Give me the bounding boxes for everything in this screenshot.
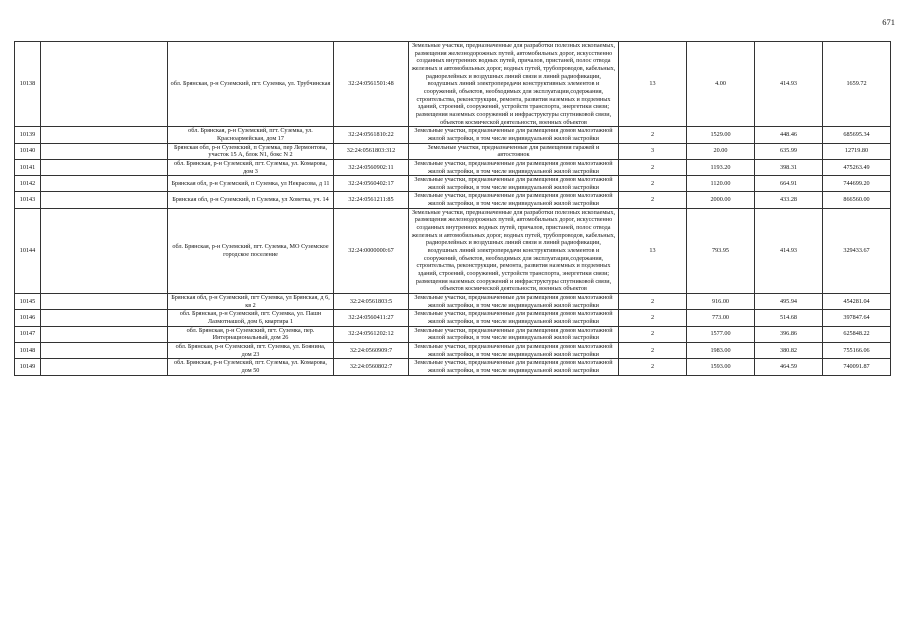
blank-cell xyxy=(41,192,168,208)
row-number: 10140 xyxy=(15,143,41,159)
address-cell: Брянская обл, р-н Суземский, п Суземка, пер Лермонтова, участок 15 А, блок N1, бокс N 2 xyxy=(168,143,334,159)
table-row xyxy=(15,208,891,293)
address-cell: обл. Брянская, р-н Суземский, пгт. Суземка, МО Суземское городское поселение xyxy=(168,208,334,293)
specific-value-cell: 396.86 xyxy=(755,326,823,342)
address-cell: обл. Брянская, р-н Суземский, пгт. Суземка, ул. Боянина, дом 23 xyxy=(168,342,334,358)
area-cell: 2000.00 xyxy=(687,192,755,208)
specific-value-cell: 398.31 xyxy=(755,159,823,175)
page-number: 671 xyxy=(882,17,895,27)
cadastral-value-cell: 744699.20 xyxy=(823,176,891,192)
use-group-cell: 2 xyxy=(619,310,687,326)
table-body xyxy=(15,42,891,376)
row-number: 10141 xyxy=(15,159,41,175)
blank-cell xyxy=(41,326,168,342)
land-use-cell: Земельные участки, предназначенные для размещения домов малоэтажной жилой застройки, в том числе индивидуальной жилой застройки xyxy=(409,342,619,358)
land-use-cell: Земельные участки, предназначенные для размещения домов малоэтажной жилой застройки, в том числе индивидуальной жилой застройки xyxy=(409,127,619,143)
blank-cell xyxy=(41,159,168,175)
area-cell: 773.00 xyxy=(687,310,755,326)
land-use-cell: Земельные участки, предназначенные для размещения домов малоэтажной жилой застройки, в том числе индивидуальной жилой застройки xyxy=(409,294,619,310)
cadastral-number-cell: 32:24:0561810:22 xyxy=(334,127,409,143)
use-group-cell: 2 xyxy=(619,159,687,175)
blank-cell xyxy=(41,127,168,143)
use-group-cell: 2 xyxy=(619,127,687,143)
row-number: 10148 xyxy=(15,342,41,358)
use-group-cell: 2 xyxy=(619,342,687,358)
address-cell: обл. Брянская, р-н Суземский, пгт. Суземка, ул. Комарова, дом 50 xyxy=(168,359,334,375)
table-row xyxy=(15,326,891,342)
blank-cell xyxy=(41,143,168,159)
specific-value-cell: 514.68 xyxy=(755,310,823,326)
use-group-cell: 2 xyxy=(619,326,687,342)
address-cell: Брянская обл, р-н Суземский, п Суземка, ул Ховетка, уч. 14 xyxy=(168,192,334,208)
use-group-cell: 2 xyxy=(619,192,687,208)
use-group-cell: 2 xyxy=(619,359,687,375)
cadastral-value-cell: 866560.00 xyxy=(823,192,891,208)
cadastral-number-cell: 32:24:0000000:67 xyxy=(334,208,409,293)
row-number: 10146 xyxy=(15,310,41,326)
cadastral-value-cell: 475263.49 xyxy=(823,159,891,175)
cadastral-number-cell: 32:24:0560411:27 xyxy=(334,310,409,326)
specific-value-cell: 635.99 xyxy=(755,143,823,159)
cadastral-number-cell: 32:24:0560902:11 xyxy=(334,159,409,175)
blank-cell xyxy=(41,176,168,192)
address-cell: обл. Брянская, р-н Суземский, пгт. Суземка, ул. Красноармейская, дом 17 xyxy=(168,127,334,143)
cadastral-value-cell: 625848.22 xyxy=(823,326,891,342)
cadastral-value-cell: 685695.34 xyxy=(823,127,891,143)
address-cell: обл. Брянская, р-н Суземский, пгт. Суземка, ул. Трубчинская xyxy=(168,42,334,127)
area-cell: 1593.00 xyxy=(687,359,755,375)
row-number: 10144 xyxy=(15,208,41,293)
use-group-cell: 2 xyxy=(619,176,687,192)
cadastral-number-cell: 32:24:0561501:48 xyxy=(334,42,409,127)
cadastral-value-cell: 740091.87 xyxy=(823,359,891,375)
area-cell: 1529.00 xyxy=(687,127,755,143)
table-row xyxy=(15,143,891,159)
cadastral-value-cell: 397847.64 xyxy=(823,310,891,326)
land-use-cell: Земельные участки, предназначенные для размещения домов малоэтажной жилой застройки, в том числе индивидуальной жилой застройки xyxy=(409,359,619,375)
blank-cell xyxy=(41,294,168,310)
cadastral-value-cell: 1659.72 xyxy=(823,42,891,127)
row-number: 10138 xyxy=(15,42,41,127)
specific-value-cell: 414.93 xyxy=(755,42,823,127)
row-number: 10145 xyxy=(15,294,41,310)
area-cell: 1577.00 xyxy=(687,326,755,342)
cadastral-number-cell: 32:24:0560802:7 xyxy=(334,359,409,375)
land-use-cell: Земельные участки, предназначенные для размещения домов малоэтажной жилой застройки, в том числе индивидуальной жилой застройки xyxy=(409,192,619,208)
table-row xyxy=(15,294,891,310)
specific-value-cell: 664.91 xyxy=(755,176,823,192)
specific-value-cell: 414.93 xyxy=(755,208,823,293)
cadastral-number-cell: 32:24:0560402:17 xyxy=(334,176,409,192)
row-number: 10142 xyxy=(15,176,41,192)
cadastral-number-cell: 32:24:0561211:85 xyxy=(334,192,409,208)
land-use-cell: Земельные участки, предназначенные для разработки полезных ископаемых, размещения железнодорожных путей, автомобильных дорог, искусственно созданных внутренних водных путей, причалов, пристаней, полос отвода железных и автомобильных дорог, водных путей, трубопроводов, кабельных, радиорелейных и воздушных линий связи и линий радиофикации, воздушных линий электропередачи конструктивных элементов и сооружений, объектов, необходимых для эксплуатации,содержания, строительства, реконструкции, ремонта, развития наземных и подземных зданий, строений, сооружений, устройств транспорта, энергетики связи; размещения наземных сооружений и инфраструктуры спутниковой связи, объектов космической деятельности, военных объектов xyxy=(409,42,619,127)
address-cell: обл. Брянская, р-н Суземский, пгт. Суземка, пер. Интернациональный, дом 26 xyxy=(168,326,334,342)
land-use-cell: Земельные участки, предназначенные для размещения домов малоэтажной жилой застройки, в том числе индивидуальной жилой застройки xyxy=(409,176,619,192)
area-cell: 1120.00 xyxy=(687,176,755,192)
area-cell: 793.95 xyxy=(687,208,755,293)
row-number: 10139 xyxy=(15,127,41,143)
table-row xyxy=(15,359,891,375)
area-cell: 916.00 xyxy=(687,294,755,310)
row-number: 10149 xyxy=(15,359,41,375)
use-group-cell: 3 xyxy=(619,143,687,159)
specific-value-cell: 448.46 xyxy=(755,127,823,143)
specific-value-cell: 380.82 xyxy=(755,342,823,358)
land-registry-table xyxy=(14,41,891,376)
cadastral-value-cell: 12719.80 xyxy=(823,143,891,159)
cadastral-number-cell: 32:24:0561803:5 xyxy=(334,294,409,310)
land-use-cell: Земельные участки, предназначенные для размещения гаражей и автостоянок xyxy=(409,143,619,159)
cadastral-number-cell: 32:24:0560909:7 xyxy=(334,342,409,358)
specific-value-cell: 433.28 xyxy=(755,192,823,208)
table-row xyxy=(15,342,891,358)
land-use-cell: Земельные участки, предназначенные для размещения домов малоэтажной жилой застройки, в том числе индивидуальной жилой застройки xyxy=(409,326,619,342)
land-use-cell: Земельные участки, предназначенные для разработки полезных ископаемых, размещения железнодорожных путей, автомобильных дорог, искусственно созданных внутренних водных путей, причалов, пристаней, полос отвода железных и автомобильных дорог, водных путей, трубопроводов, кабельных, радиорелейных и воздушных линий связи и линий радиофикации, воздушных линий электропередачи конструктивных элементов и сооружений, объектов, необходимых для эксплуатации,содержания, строительства, реконструкции, ремонта, развития наземных и подземных зданий, строений, сооружений, устройств транспорта, энергетики связи; размещения наземных сооружений и инфраструктуры спутниковой связи, объектов космической деятельности, военных объектов xyxy=(409,208,619,293)
land-use-cell: Земельные участки, предназначенные для размещения домов малоэтажной жилой застройки, в том числе индивидуальной жилой застройки xyxy=(409,310,619,326)
area-cell: 1983.00 xyxy=(687,342,755,358)
blank-cell xyxy=(41,359,168,375)
area-cell: 1193.20 xyxy=(687,159,755,175)
blank-cell xyxy=(41,342,168,358)
address-cell: обл. Брянская, р-н Суземский, пгт. Суземка, ул. Пашн Лазмотнашой, дом 6, квартира 1 xyxy=(168,310,334,326)
land-use-cell: Земельные участки, предназначенные для размещения домов малоэтажной жилой застройки, в том числе индивидуальной жилой застройки xyxy=(409,159,619,175)
table-row xyxy=(15,192,891,208)
cadastral-value-cell: 454281.04 xyxy=(823,294,891,310)
blank-cell xyxy=(41,208,168,293)
cadastral-number-cell: 32:24:0561202:12 xyxy=(334,326,409,342)
blank-cell xyxy=(41,310,168,326)
specific-value-cell: 464.59 xyxy=(755,359,823,375)
table-row xyxy=(15,159,891,175)
cadastral-number-cell: 32:24:0561803:312 xyxy=(334,143,409,159)
use-group-cell: 13 xyxy=(619,42,687,127)
specific-value-cell: 495.94 xyxy=(755,294,823,310)
use-group-cell: 13 xyxy=(619,208,687,293)
table-row xyxy=(15,127,891,143)
address-cell: обл. Брянская, р-н Суземский, пгт. Суземка, ул. Комарова, дом 3 xyxy=(168,159,334,175)
table-row xyxy=(15,310,891,326)
area-cell: 4.00 xyxy=(687,42,755,127)
cadastral-value-cell: 329433.67 xyxy=(823,208,891,293)
address-cell: Брянская обл, р-н Суземский, пгт Суземка, ул Брянская, д 6, кв 2 xyxy=(168,294,334,310)
cadastral-value-cell: 755166.06 xyxy=(823,342,891,358)
table-row xyxy=(15,42,891,127)
table-row xyxy=(15,176,891,192)
blank-cell xyxy=(41,42,168,127)
row-number: 10147 xyxy=(15,326,41,342)
address-cell: Брянская обл, р-н Суземский, п Суземка, ул Некрасова, д 11 xyxy=(168,176,334,192)
use-group-cell: 2 xyxy=(619,294,687,310)
row-number: 10143 xyxy=(15,192,41,208)
area-cell: 20.00 xyxy=(687,143,755,159)
